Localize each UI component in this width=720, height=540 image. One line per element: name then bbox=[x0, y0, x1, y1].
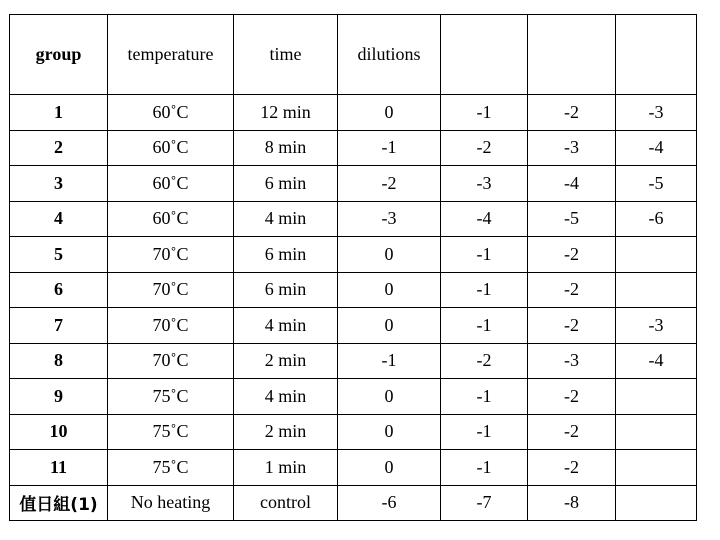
time-cell: 4 min bbox=[234, 201, 338, 237]
time-cell: 12 min bbox=[234, 95, 338, 131]
dilution-cell: -2 bbox=[528, 272, 616, 308]
group-cell: 10 bbox=[10, 414, 108, 450]
group-cell: 4 bbox=[10, 201, 108, 237]
table-row bbox=[10, 237, 697, 273]
group-cell: 6 bbox=[10, 272, 108, 308]
dilution-cell: -6 bbox=[616, 201, 697, 237]
temperature-cell: No heating bbox=[108, 485, 234, 521]
dilution-cell: -4 bbox=[441, 201, 528, 237]
table-row bbox=[10, 166, 697, 202]
dilution-cell: -7 bbox=[441, 485, 528, 521]
dilution-cell: -1 bbox=[441, 95, 528, 131]
group-cell: 9 bbox=[10, 379, 108, 415]
time-cell: 6 min bbox=[234, 166, 338, 202]
dilution-cell: 0 bbox=[338, 450, 441, 486]
dilution-cell: 0 bbox=[338, 237, 441, 273]
header-temperature: temperature bbox=[108, 15, 234, 95]
table-row bbox=[10, 272, 697, 308]
dilution-cell: -1 bbox=[441, 450, 528, 486]
temperature-cell: 60˚C bbox=[108, 95, 234, 131]
header-blank-3 bbox=[616, 15, 697, 95]
table-row bbox=[10, 130, 697, 166]
dilution-cell: -1 bbox=[441, 379, 528, 415]
temperature-cell: 75˚C bbox=[108, 414, 234, 450]
dilution-cell bbox=[616, 485, 697, 521]
temperature-cell: 75˚C bbox=[108, 450, 234, 486]
dilution-cell bbox=[616, 414, 697, 450]
temperature-cell: 70˚C bbox=[108, 237, 234, 273]
table-row bbox=[10, 95, 697, 131]
dilution-cell: 0 bbox=[338, 308, 441, 344]
time-cell: 6 min bbox=[234, 237, 338, 273]
temperature-cell: 60˚C bbox=[108, 201, 234, 237]
table-row bbox=[10, 450, 697, 486]
table-row bbox=[10, 414, 697, 450]
temperature-cell: 60˚C bbox=[108, 130, 234, 166]
group-cell: 1 bbox=[10, 95, 108, 131]
dilution-cell: -1 bbox=[338, 343, 441, 379]
dilution-cell: -1 bbox=[441, 272, 528, 308]
dilution-cell: -2 bbox=[528, 308, 616, 344]
dilution-cell: -5 bbox=[528, 201, 616, 237]
temperature-cell: 60˚C bbox=[108, 166, 234, 202]
dilution-cell: 0 bbox=[338, 95, 441, 131]
temperature-cell: 70˚C bbox=[108, 308, 234, 344]
time-cell: 4 min bbox=[234, 379, 338, 415]
group-cell: 值日組(1) bbox=[10, 485, 108, 521]
header-row bbox=[10, 15, 697, 95]
dilution-cell: -4 bbox=[616, 343, 697, 379]
temperature-cell: 70˚C bbox=[108, 343, 234, 379]
header-time: time bbox=[234, 15, 338, 95]
dilution-cell: -2 bbox=[338, 166, 441, 202]
dilution-cell: -2 bbox=[441, 343, 528, 379]
header-blank-1 bbox=[441, 15, 528, 95]
table-row bbox=[10, 485, 697, 521]
dilution-cell: -2 bbox=[528, 237, 616, 273]
dilution-cell: -1 bbox=[441, 308, 528, 344]
group-cell: 3 bbox=[10, 166, 108, 202]
dilution-cell: -4 bbox=[528, 166, 616, 202]
header-blank-2 bbox=[528, 15, 616, 95]
header-dilutions: dilutions bbox=[338, 15, 441, 95]
table-row bbox=[10, 201, 697, 237]
dilution-cell: -1 bbox=[441, 414, 528, 450]
dilution-cell: -6 bbox=[338, 485, 441, 521]
group-cell: 11 bbox=[10, 450, 108, 486]
dilution-cell: -4 bbox=[616, 130, 697, 166]
time-cell: control bbox=[234, 485, 338, 521]
dilution-cell: -3 bbox=[528, 343, 616, 379]
group-cell: 8 bbox=[10, 343, 108, 379]
group-cell: 2 bbox=[10, 130, 108, 166]
time-cell: 1 min bbox=[234, 450, 338, 486]
dilution-cell: -3 bbox=[338, 201, 441, 237]
dilution-cell: -2 bbox=[528, 95, 616, 131]
dilution-cell: -3 bbox=[616, 308, 697, 344]
dilution-cell bbox=[616, 237, 697, 273]
dilution-cell: -3 bbox=[441, 166, 528, 202]
dilution-cell: -5 bbox=[616, 166, 697, 202]
dilution-cell: 0 bbox=[338, 272, 441, 308]
dilution-cell bbox=[616, 379, 697, 415]
dilution-cell: -2 bbox=[528, 414, 616, 450]
group-cell: 5 bbox=[10, 237, 108, 273]
time-cell: 4 min bbox=[234, 308, 338, 344]
dilution-cell: -8 bbox=[528, 485, 616, 521]
dilution-cell: -2 bbox=[528, 379, 616, 415]
dilution-cell: -1 bbox=[338, 130, 441, 166]
table-row bbox=[10, 343, 697, 379]
dilution-cell: 0 bbox=[338, 414, 441, 450]
dilution-cell: -3 bbox=[616, 95, 697, 131]
table-row bbox=[10, 379, 697, 415]
header-group: group bbox=[10, 15, 108, 95]
dilution-cell: -1 bbox=[441, 237, 528, 273]
dilution-cell: -3 bbox=[528, 130, 616, 166]
time-cell: 2 min bbox=[234, 414, 338, 450]
dilution-cell bbox=[616, 272, 697, 308]
dilution-cell: 0 bbox=[338, 379, 441, 415]
dilution-cell bbox=[616, 450, 697, 486]
dilution-cell: -2 bbox=[528, 450, 616, 486]
temperature-cell: 75˚C bbox=[108, 379, 234, 415]
time-cell: 8 min bbox=[234, 130, 338, 166]
time-cell: 6 min bbox=[234, 272, 338, 308]
table-row bbox=[10, 308, 697, 344]
dilution-table bbox=[9, 14, 697, 521]
group-cell: 7 bbox=[10, 308, 108, 344]
dilution-cell: -2 bbox=[441, 130, 528, 166]
temperature-cell: 70˚C bbox=[108, 272, 234, 308]
time-cell: 2 min bbox=[234, 343, 338, 379]
